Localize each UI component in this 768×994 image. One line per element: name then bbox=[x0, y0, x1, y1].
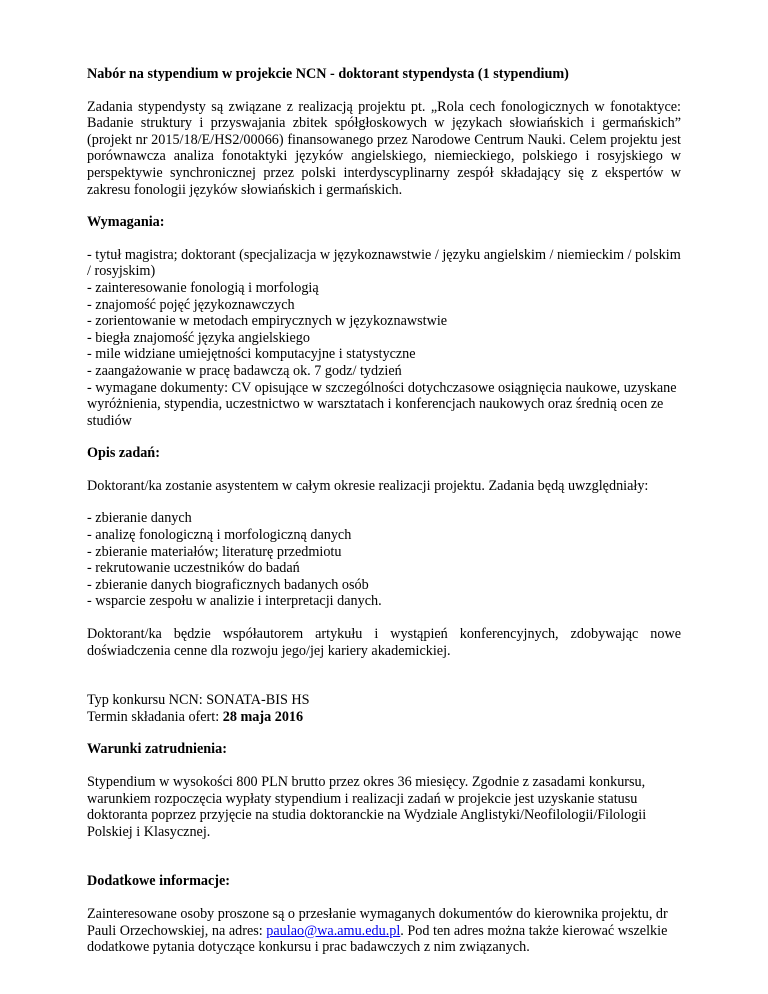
list-item: - wsparcie zespołu w analizie i interpretacji danych. bbox=[87, 593, 382, 610]
list-item: - biegła znajomość języka angielskiego bbox=[87, 329, 310, 346]
tasks-outro: Doktorant/ka będzie współautorem artykułu i wystąpień konferencyjnych, zdobywając nowe doświadczenia cenne dla rozwoju jego/jej kariery akademickiej. bbox=[87, 626, 681, 659]
list-item: - zbieranie danych biograficznych badanych osób bbox=[87, 576, 369, 593]
requirements-heading: Wymagania: bbox=[87, 214, 165, 231]
competition-info bbox=[87, 692, 681, 725]
deadline-label: Termin składania ofert: bbox=[87, 708, 223, 725]
project-intro: Zadania stypendysty są związane z realizacją projektu pt. „Rola cech fonologicznych w fonotaktyce: Badanie struktury i przyswajania zbitek spółgłoskowych w językach słowiańskich i germańskich” (projekt nr 2015/18/E/HS2/00066) finansowanego przez Narodowe Centrum Nauki. Celem projektu jest porównawcza analiza fonotaktyki języków angielskiego, niemieckiego, polskiego i rosyjskiego w perspektywie synchronicznej przez polski interdyscyplinarny zespół składający się z ekspertów w zakresu fonologii języków słowiańskich i germańskich. bbox=[87, 98, 681, 198]
list-item: - wymagane dokumenty: CV opisujące w szczególności dotychczasowe osiągnięcia naukowe, uzyskane wyróżnienia, stypendia, uczestnictwo w warsztatach i konferencjach naukowych oraz średnią ocen ze studiów bbox=[87, 379, 677, 429]
list-item: - mile widziane umiejętności komputacyjne i statystyczne bbox=[87, 346, 416, 363]
deadline-value: 28 maja 2016 bbox=[222, 708, 304, 725]
employment-text: Stypendium w wysokości 800 PLN brutto przez okres 36 miesięcy. Zgodnie z zasadami konkursu, warunkiem rozpoczęcia wypłaty stypendium i realizacji zadań w projekcie jest uzyskanie statusu doktoranta poprzez przyjęcie na studia doktoranckie na Wydziale Anglistyki/Neofilologii/Filologii Polskiej i Klasycznej. bbox=[87, 774, 647, 840]
list-item: - zaangażowanie w pracę badawczą ok. 7 godz/ tydzień bbox=[87, 362, 402, 379]
tasks-intro: Doktorant/ka zostanie asystentem w całym okresie realizacji projektu. Zadania będą uwzględniały: bbox=[87, 477, 649, 494]
list-item: - rekrutowanie uczestników do badań bbox=[87, 560, 300, 577]
tasks-heading: Opis zadań: bbox=[87, 445, 160, 462]
email-link[interactable]: paulao@wa.amu.edu.pl bbox=[266, 922, 401, 939]
tasks-list bbox=[87, 510, 681, 610]
additional-heading: Dodatkowe informacje: bbox=[87, 873, 231, 890]
additional-text-before: Zainteresowane osoby proszone są o przesłanie wymaganych dokumentów do kierownika projektu, dr Pauli Orzechowskiej, na adres: bbox=[87, 905, 668, 939]
deadline-line bbox=[87, 709, 681, 726]
employment-heading: Warunki zatrudnienia: bbox=[87, 741, 227, 758]
document-title: Nabór na stypendium w projekcie NCN - doktorant stypendysta (1 stypendium) bbox=[87, 66, 569, 82]
list-item: - zorientowanie w metodach empirycznych w językoznawstwie bbox=[87, 313, 448, 330]
requirements-list bbox=[87, 247, 681, 430]
list-item: - zainteresowanie fonologią i morfologią bbox=[87, 279, 319, 296]
list-item: - znajomość pojęć językoznawczych bbox=[87, 296, 295, 313]
list-item: - analizę fonologiczną i morfologiczną danych bbox=[87, 527, 352, 544]
additional-text bbox=[87, 906, 681, 956]
list-item: - zbieranie danych bbox=[87, 510, 192, 527]
list-item: - zbieranie materiałów; literaturę przedmiotu bbox=[87, 543, 342, 560]
list-item: - tytuł magistra; doktorant (specjalizacja w językoznawstwie / języku angielskim / niemieckim / polskim / rosyjskim) bbox=[87, 246, 681, 280]
competition-type: Typ konkursu NCN: SONATA-BIS HS bbox=[87, 692, 310, 709]
additional-text-after: . Pod ten adres można także kierować wszelkie dodatkowe pytania dotyczące konkursu i prac badawczych z nim związanych. bbox=[87, 922, 668, 956]
